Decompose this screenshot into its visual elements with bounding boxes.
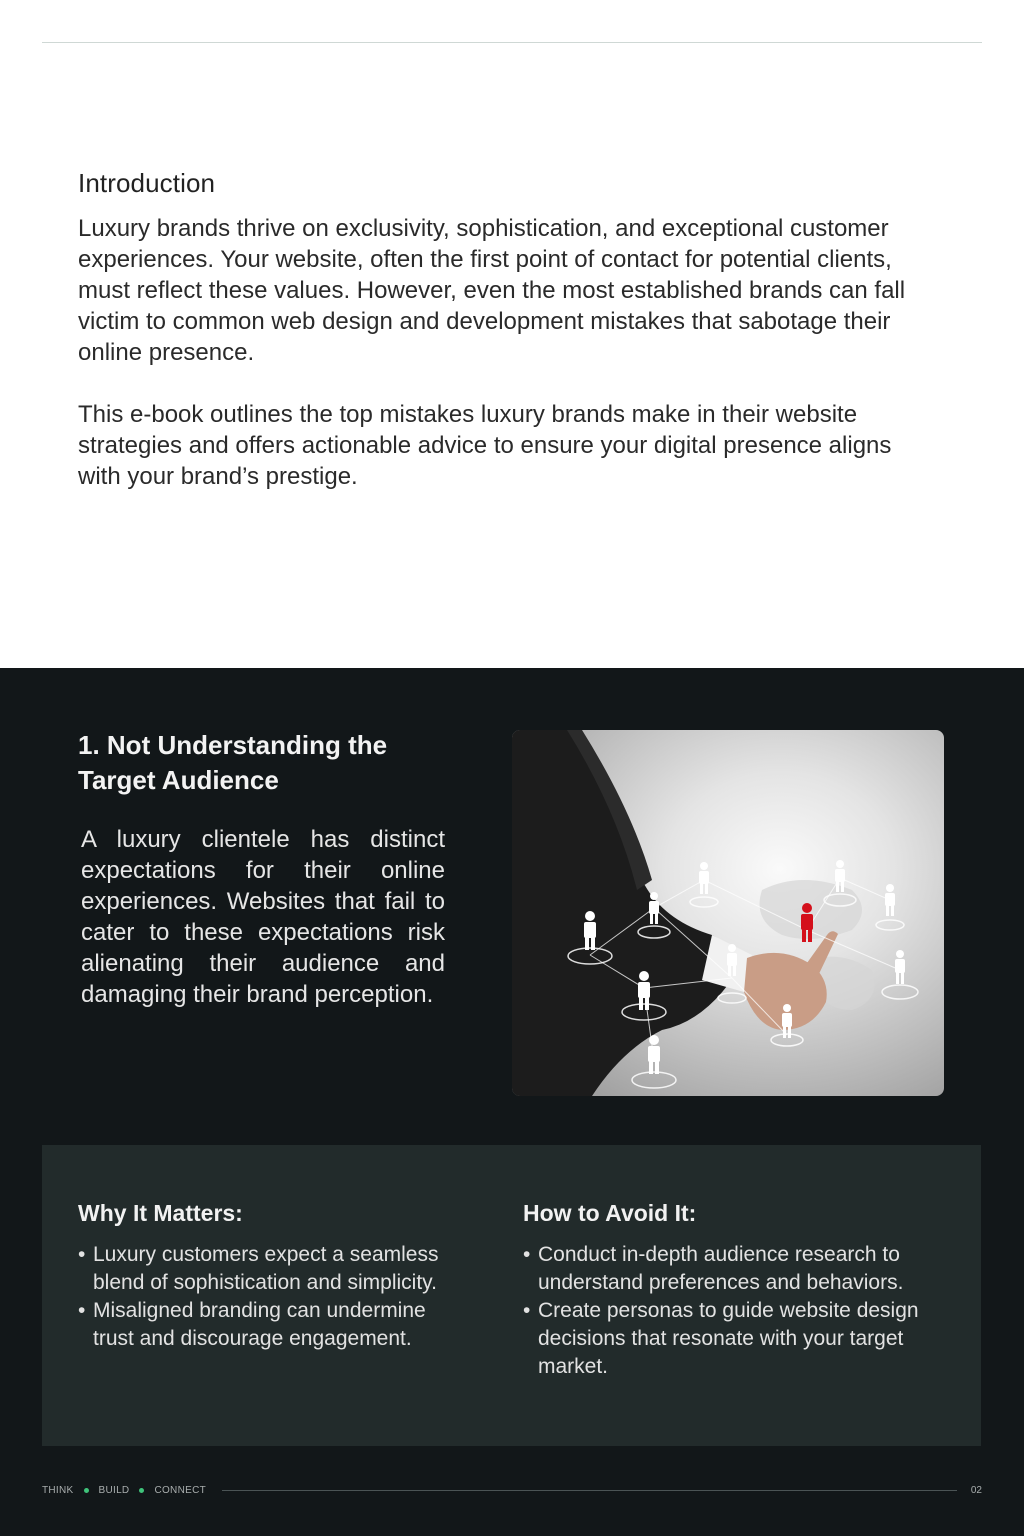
section-body: A luxury clientele has distinct expectations for their online experiences. Websites that fail to cater to these expectations risk alienating their audience and damaging their brand perception.	[81, 826, 445, 1008]
why-it-matters-column	[78, 1200, 448, 1353]
how-list	[523, 1241, 943, 1381]
audience-network-illustration	[512, 730, 944, 1096]
footer-word-build: BUILD	[98, 1484, 130, 1496]
list-item: • Misaligned branding can undermine trust and discourage engagement.	[78, 1297, 448, 1353]
intro-paragraph-1: Luxury brands thrive on exclusivity, sophistication, and exceptional customer experiences. Your website, often the first point of contact for potential clients, must reflect these values. However, even the most established brands can fall victim to common web design and development mistakes that sabotage their online presence.	[78, 215, 906, 366]
intro-paragraph-2: This e-book outlines the top mistakes luxury brands make in their website strategies and offers actionable advice to ensure your digital presence aligns with your brand’s prestige.	[78, 401, 892, 490]
why-list	[78, 1241, 448, 1353]
footer-word-think: THINK	[42, 1484, 74, 1496]
footer-divider	[222, 1490, 957, 1491]
footer-dot-icon	[139, 1488, 144, 1493]
footer-dot-icon	[84, 1488, 89, 1493]
how-heading: How to Avoid It:	[523, 1200, 697, 1226]
top-divider	[42, 42, 982, 43]
why-heading: Why It Matters:	[78, 1200, 243, 1226]
intro-heading: Introduction	[78, 168, 216, 198]
list-item: • Conduct in-depth audience research to understand preferences and behaviors.	[523, 1241, 943, 1297]
how-to-avoid-column	[523, 1200, 943, 1381]
page-number: 02	[970, 1484, 982, 1496]
list-item: • Create personas to guide website design decisions that resonate with your target market.	[523, 1297, 943, 1381]
audience-network-image	[512, 730, 944, 1096]
list-item: • Luxury customers expect a seamless blend of sophistication and simplicity.	[78, 1241, 448, 1297]
footer	[42, 1482, 982, 1498]
intro-section	[78, 168, 908, 492]
footer-word-connect: CONNECT	[154, 1484, 206, 1496]
section-title: 1. Not Understanding the Target Audience	[78, 730, 388, 795]
